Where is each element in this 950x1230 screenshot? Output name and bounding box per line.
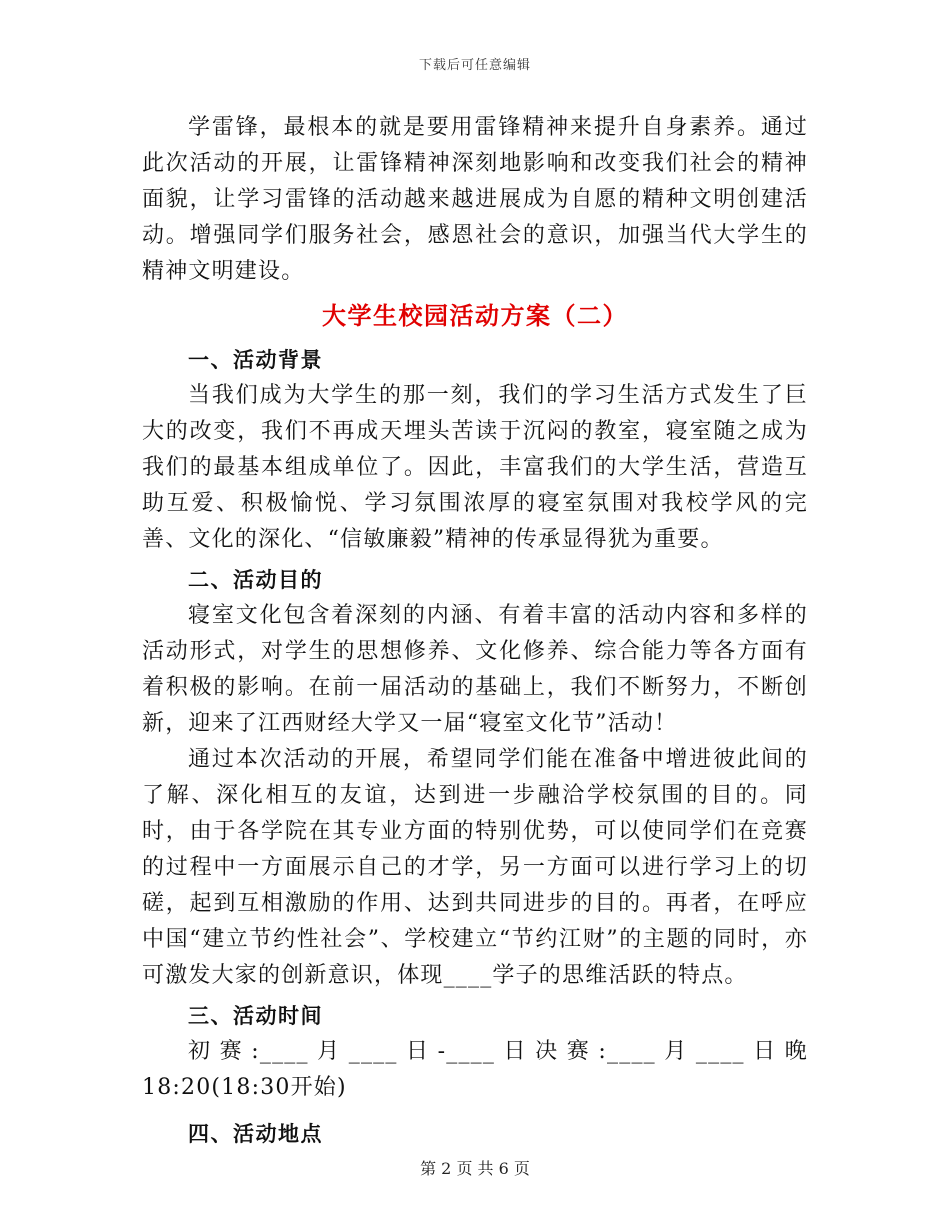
section-purpose — [142, 558, 808, 994]
section-paragraph: 寝室文化包含着深刻的内涵、有着丰富的活动内容和多样的活动形式，对学生的思想修养、文化修养、综合能力等各方面有着积极的影响。在前一届活动的基础上，我们不断努力，不断创新，迎来了江西财经大学又一届“寝室文化节”活动！ — [142, 603, 808, 736]
section-heading: 二、活动目的 — [188, 567, 323, 592]
section-heading: 三、活动时间 — [188, 1003, 323, 1028]
page-number-footer: 第 2 页 共 6 页 — [420, 1159, 530, 1178]
intro-paragraph: 学雷锋，最根本的就是要用雷锋精神来提升自身素养。通过此次活动的开展，让雷锋精神深刻地影响和改变我们社会的精神面貌，让学习雷锋的活动越来越进展成为自愿的精种文明创建活动。增强同学们服务社会，感恩社会的意识，加强当代大学生的精神文明建设。 — [142, 115, 808, 284]
document-body — [142, 110, 808, 1152]
section-heading: 四、活动地点 — [188, 1121, 323, 1146]
section-paragraph: 通过本次活动的开展，希望同学们能在准备中增进彼此间的了解、深化相互的友谊，达到进一步融洽学校氛围的目的。同时，由于各学院在其专业方面的特别优势，可以使同学们在竞赛的过程中一方面展示自己的才学，另一方面可以进行学习上的切磋，起到互相激励的作用、达到共同进步的目的。再者，在呼应中国“建立节约性社会”、学校建立“节约江财”的主题的同时，亦可激发大家的创新意识，体现____学子的思维活跃的特点。 — [142, 747, 808, 988]
section-paragraph: 初赛:____月____日-____日决赛:____月____日晚18:20(18:30开始) — [142, 1039, 808, 1100]
document-title: 大学生校园活动方案（二） — [322, 301, 628, 330]
section-background — [142, 338, 808, 558]
section-paragraph: 当我们成为大学生的那一刻，我们的学习生活方式发生了巨大的改变，我们不再成天埋头苦读于沉闷的教室，寝室随之成为我们的最基本组成单位了。因此，丰富我们的大学生活，营造互助互爱、积极愉悦、学习氛围浓厚的寝室氛围对我校学风的完善、文化的深化、“信敏廉毅”精神的传承显得犹为重要。 — [142, 383, 808, 552]
section-location — [142, 1106, 808, 1152]
section-time — [142, 994, 808, 1106]
section-heading: 一、活动背景 — [188, 347, 323, 372]
header-note: 下载后可任意编辑 — [418, 58, 531, 73]
